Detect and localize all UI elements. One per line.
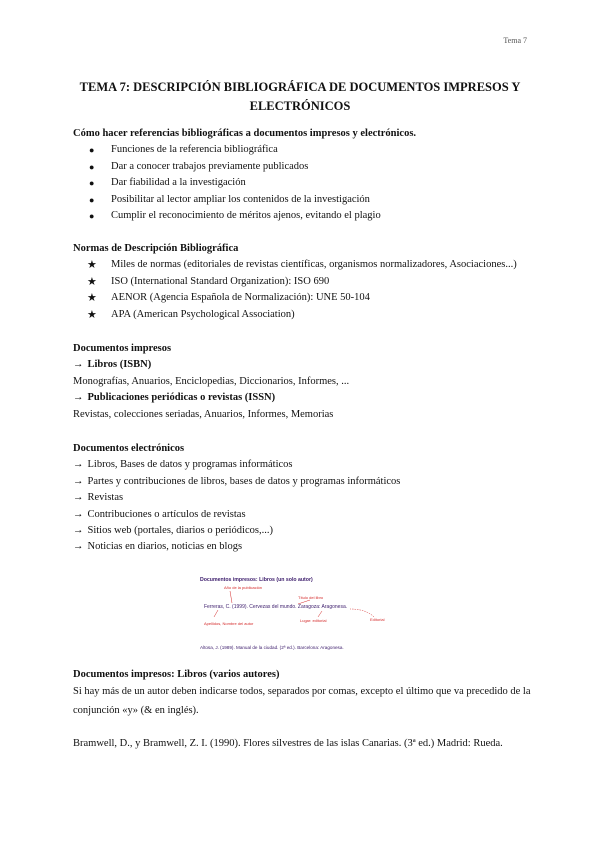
list-item: ● Cumplir el reconocimiento de méritos ajenos, evitando el plagio	[73, 208, 543, 224]
bullet-dot-icon: ●	[89, 145, 95, 156]
list-item: ● Posibilitar al lector ampliar los contenidos de la investigación	[73, 192, 543, 208]
page-header-label: Tema 7	[503, 36, 527, 45]
figure-main-line: Ferreras, C. (1999). Cervezas del mundo. Zaragoza: Aragonesa.	[204, 604, 348, 610]
star-icon: ★	[87, 292, 97, 305]
page-title-line-1: TEMA 7: DESCRIPCIÓN BIBLIOGRÁFICA DE DOCUMENTOS IMPRESOS Y	[79, 80, 521, 94]
figure-label-title: Título del libro	[298, 595, 324, 600]
figure-label-city: Lugar: editorial	[300, 618, 327, 623]
bullet-dot-icon: ●	[89, 161, 95, 172]
subsection-publicaciones: → Publicaciones periódicas o revistas (ISSN)	[73, 392, 276, 404]
reference-example-figure	[198, 573, 398, 655]
section-heading: Normas de Descripción Bibliográfica	[73, 243, 239, 254]
list-item: ★ APA (American Psychological Association)	[73, 307, 543, 323]
star-icon: ★	[87, 259, 97, 272]
star-list	[73, 257, 543, 323]
section-heading: Cómo hacer referencias bibliográficas a documentos impresos y electrónicos.	[73, 128, 417, 139]
annotation-arrow	[230, 591, 232, 603]
figure-heading: Documentos impresos: Libros (un solo autor)	[200, 577, 313, 583]
bullet-dot-icon: ●	[89, 194, 95, 205]
subsection-libros-text: Monografías, Anuarios, Enciclopedias, Diccionarios, Informes, ...	[73, 375, 350, 387]
section-documentos-electronicos	[73, 441, 543, 556]
section-varios-autores	[73, 667, 543, 753]
subsection-publicaciones-text: Revistas, colecciones seriadas, Anuarios, Informes, Memorias	[73, 408, 334, 420]
bullet-dot-icon: ●	[89, 178, 95, 189]
bullet-list	[73, 142, 543, 224]
page-title	[60, 78, 540, 116]
arrow-right-icon: →	[73, 459, 84, 471]
figure-label-publisher: Editorial	[370, 617, 385, 622]
list-item: ★ AENOR (Agencia Española de Normalización): UNE 50-104	[73, 290, 543, 306]
section-heading: Documentos impresos	[73, 343, 172, 354]
arrow-right-icon: →	[73, 541, 84, 553]
list-item: ★ ISO (International Standard Organization): ISO 690	[73, 274, 543, 290]
subsection-libros: → Libros (ISBN)	[73, 359, 152, 371]
example-reference: Bramwell, D., y Bramwell, Z. I. (1990). Flores silvestres de las islas Canarias. (3ª ed.) Madrid: Rueda.	[73, 738, 503, 750]
annotation-arrow	[214, 610, 218, 617]
section-normas	[73, 241, 543, 323]
section-documentos-impresos	[73, 341, 543, 423]
list-item: ● Dar a conocer trabajos previamente publicados	[73, 159, 543, 175]
annotation-arrow	[350, 609, 374, 617]
arrow-right-icon: →	[73, 392, 84, 404]
list-item: → Revistas	[73, 492, 124, 504]
paragraph: Si hay más de un autor deben indicarse todos, separados por comas, excepto el último que va precedido de la conjunción «y» (& en inglés).	[73, 686, 531, 716]
list-item: → Partes y contribuciones de libros, bases de datos y programas informáticos	[73, 475, 401, 487]
figure-label-author: Apellidos, Nombre del autor	[204, 621, 254, 626]
annotation-arrow	[318, 611, 322, 617]
star-icon: ★	[87, 308, 97, 321]
page-title-line-2: ELECTRÓNICOS	[249, 99, 351, 113]
list-item: → Contribuciones o artículos de revistas	[73, 508, 246, 520]
list-item: → Noticias en diarios, noticias en blogs	[73, 541, 243, 553]
arrow-right-icon: →	[73, 508, 84, 520]
arrow-right-icon: →	[73, 492, 84, 504]
figure-label-year: Año de la publicación	[224, 585, 263, 590]
list-item: ★ Miles de normas (editoriales de revistas científicas, organismos normalizadores, Asociaciones...)	[73, 257, 543, 273]
arrow-right-icon: →	[73, 524, 84, 536]
bullet-dot-icon: ●	[89, 210, 95, 221]
section-heading: Documentos electrónicos	[73, 443, 185, 454]
arrow-right-icon: →	[73, 475, 84, 487]
arrow-right-icon: →	[73, 359, 84, 371]
star-icon: ★	[87, 275, 97, 288]
list-item: → Sitios web (portales, diarios o periódicos,...)	[73, 524, 273, 536]
section-referencias	[73, 126, 543, 224]
list-item: → Libros, Bases de datos y programas informáticos	[73, 459, 293, 471]
list-item: ● Funciones de la referencia bibliográfica	[73, 142, 543, 158]
section-heading: Documentos impresos: Libros (varios autores)	[73, 669, 280, 680]
figure-bottom-line: Altosa, J. (1989). Manual de la ciudad. (2ª ed.). Barcelona: Aragonesa.	[200, 645, 344, 650]
list-item: ● Dar fiabilidad a la investigación	[73, 175, 543, 191]
